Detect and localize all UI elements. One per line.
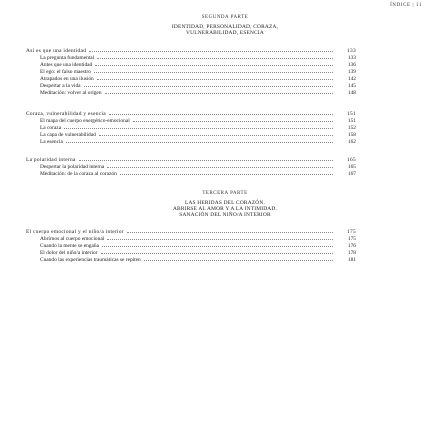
leader-dots	[66, 138, 333, 143]
leader-dots	[105, 89, 333, 94]
page-number: 162	[347, 139, 356, 145]
page-number: 133	[347, 55, 356, 61]
entry-title: El dolor del niño/a interior	[40, 250, 98, 256]
toc-section[interactable]	[26, 110, 356, 117]
page-number: 133	[347, 48, 356, 54]
part-title: IDENTIDAD, PERSONALIDAD, CORAZA,	[171, 24, 279, 30]
part-title: VULNERABILIDAD, ESENCIA	[186, 30, 264, 36]
page-number: 151	[347, 118, 356, 124]
leader-dots	[120, 170, 333, 175]
page-number: 136	[347, 62, 356, 68]
entry-title: Antes que una identidad	[40, 62, 93, 68]
toc-entry[interactable]	[40, 131, 356, 138]
entry-title: La coraza	[40, 125, 62, 131]
toc-entry[interactable]	[40, 117, 356, 124]
page-number: 176	[347, 243, 356, 249]
leader-dots	[107, 235, 333, 240]
page-number: 142	[347, 76, 356, 82]
toc-entry[interactable]	[40, 61, 356, 68]
leader-dots	[144, 256, 333, 261]
entry-title: La capa de vulnerabilidad	[40, 132, 96, 138]
page-number: 167	[347, 171, 356, 177]
running-head: ÍNDICE | 11	[390, 3, 422, 8]
toc-section[interactable]	[26, 156, 356, 163]
toc-entry[interactable]	[40, 124, 356, 131]
page-number: 175	[347, 229, 356, 235]
leader-dots	[133, 117, 333, 122]
toc-entry[interactable]	[40, 138, 356, 145]
page-number: 158	[347, 132, 356, 138]
toc-entry[interactable]	[40, 163, 356, 170]
part-label: TERCERA PARTE	[202, 191, 248, 196]
leader-dots	[79, 156, 333, 161]
section-title: La polaridad interna	[26, 157, 76, 163]
toc-section[interactable]	[26, 47, 356, 54]
page-number: 165	[347, 157, 356, 163]
section-title: El cuerpo emocional y el niño/a interior	[26, 229, 124, 235]
page-number: 151	[347, 111, 356, 117]
section-title: Coraza, vulnerabilidad y esencia	[26, 111, 106, 117]
leader-dots	[101, 249, 334, 254]
entry-title: Cuando la mente se engaña	[40, 243, 99, 249]
entry-title: El mapa del cuerpo energético-emocional	[40, 118, 130, 124]
page-number: 145	[347, 83, 356, 89]
leader-dots	[102, 242, 333, 247]
entry-title: Despertar la polaridad interna	[40, 164, 105, 170]
page-number: 139	[347, 69, 356, 75]
part-label: SEGUNDA PARTE	[201, 15, 249, 20]
toc-entry[interactable]	[40, 75, 356, 82]
page-number: 165	[347, 164, 356, 170]
leader-dots	[84, 82, 333, 87]
part-title: SANACIÓN DEL NIÑO/A INTERIOR	[179, 212, 271, 218]
entry-title: El ego: el falso maestro	[40, 69, 91, 75]
entry-title: Meditación: de la coraza al corazón	[40, 171, 117, 177]
toc-entry[interactable]	[40, 89, 356, 96]
toc-entry[interactable]	[40, 256, 356, 263]
leader-dots	[109, 110, 333, 115]
leader-dots	[97, 75, 333, 80]
toc-entry[interactable]	[40, 249, 356, 256]
leader-dots	[127, 228, 333, 233]
leader-dots	[95, 61, 333, 66]
leader-dots	[64, 124, 333, 129]
toc-section[interactable]	[26, 228, 356, 235]
toc-entry[interactable]	[40, 82, 356, 89]
leader-dots	[107, 163, 333, 168]
leader-dots	[99, 131, 333, 136]
entry-title: Atrapados en una ilusión	[40, 76, 94, 82]
section-title: Así es que una identidad	[26, 48, 87, 54]
leader-dots	[97, 54, 333, 59]
toc-entry[interactable]	[40, 54, 356, 61]
page-number: 178	[347, 250, 356, 256]
leader-dots	[94, 68, 333, 73]
part-title: LAS HERIDAS DEL CORAZÓN.	[184, 200, 266, 206]
entry-title: Abrirnos al cuerpo emocional	[40, 236, 105, 242]
toc-entry[interactable]	[40, 235, 356, 242]
leader-dots	[89, 47, 333, 52]
toc-entry[interactable]	[40, 68, 356, 75]
toc-entry[interactable]	[40, 242, 356, 249]
page-number: 148	[347, 90, 356, 96]
entry-title: Meditación: volver al origen	[40, 90, 102, 96]
entry-title: Despertar a la vida	[40, 83, 81, 89]
entry-title: Cuando las experiencias traumáticas se repiten	[40, 257, 141, 263]
part-title: ABRIRSE AL AMOR Y A LA INTIMIDAD.	[172, 206, 278, 212]
page-number: 175	[347, 236, 356, 242]
page-number: 152	[347, 125, 356, 131]
page-number: 181	[347, 257, 356, 263]
entry-title: La pregunta fundamental	[40, 55, 95, 61]
toc-entry[interactable]	[40, 170, 356, 177]
entry-title: La esencia	[40, 139, 63, 145]
